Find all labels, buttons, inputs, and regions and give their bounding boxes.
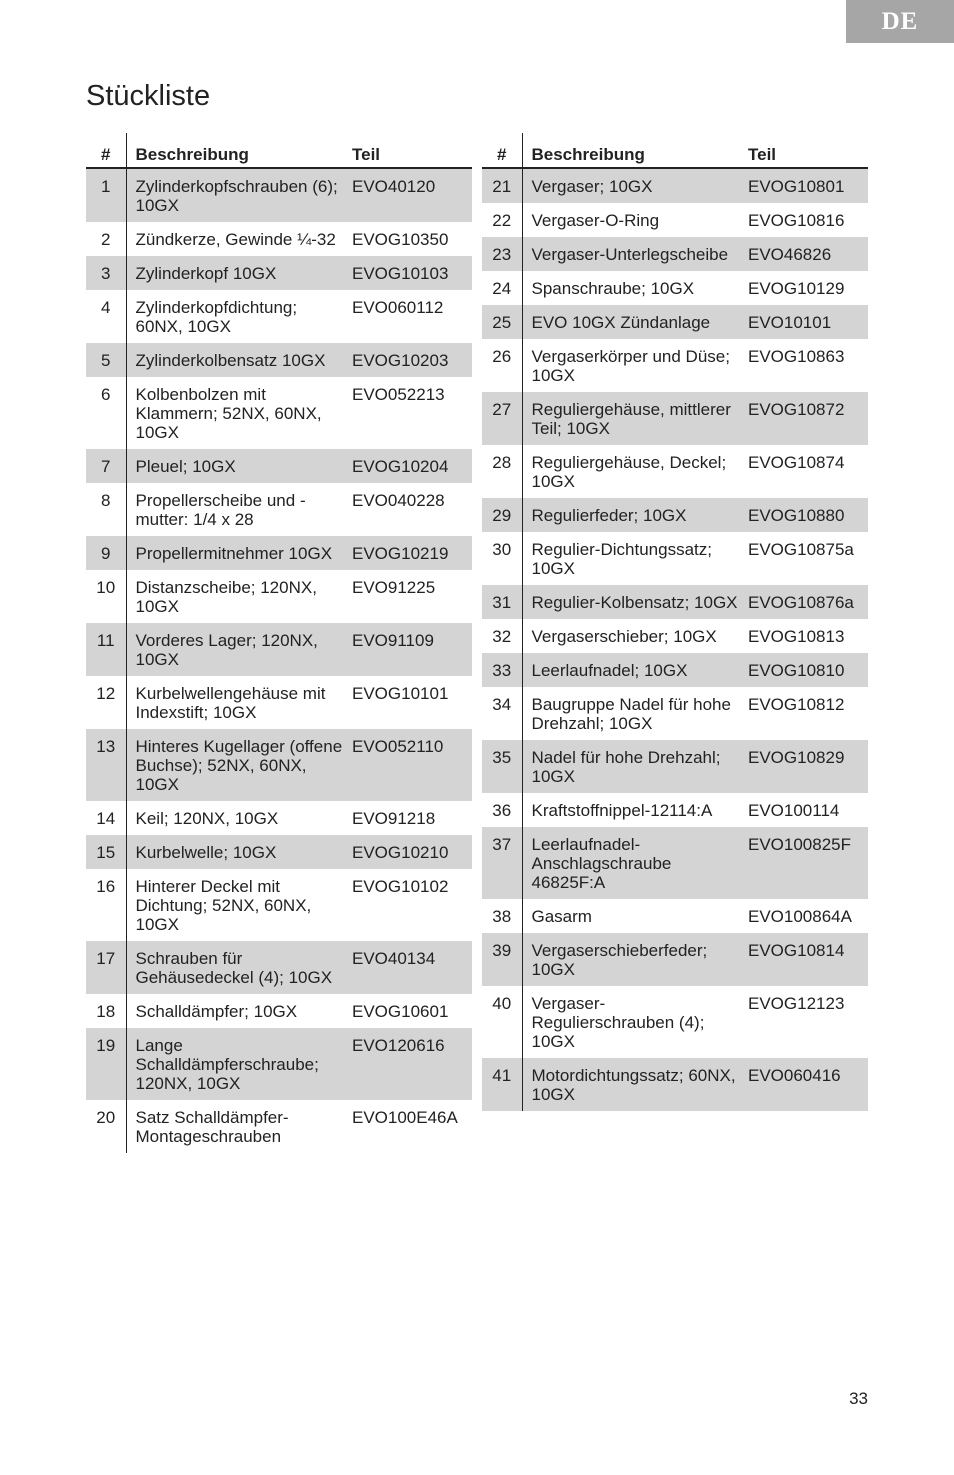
part-id-cell: EVO100E46A — [352, 1108, 458, 1127]
part-number-cell: 25 — [482, 305, 522, 339]
description-cell: Vergaser-O-Ring — [531, 211, 660, 230]
table-header-row — [86, 133, 472, 168]
part-number-cell: 18 — [86, 994, 126, 1028]
table-row — [482, 271, 868, 305]
description-cell: Propellermitnehmer 10GX — [126, 536, 352, 570]
table-row — [482, 687, 868, 740]
part-number-cell: 9 — [86, 536, 126, 570]
description-cell: Zylinderkopfdichtung; 60NX, 10GX — [135, 298, 298, 336]
description-cell: Vergaser-Unterlegscheibe — [522, 237, 748, 271]
part-id-cell: EVOG10874 — [748, 453, 845, 472]
table-row — [482, 168, 868, 203]
part-id-cell: EVO10101 — [748, 305, 868, 339]
part-id-cell: EVOG10875a — [748, 540, 854, 559]
table-row — [86, 343, 472, 377]
part-number-cell: 29 — [482, 498, 522, 532]
table-row — [482, 445, 868, 498]
description-cell: Vergaser; 10GX — [522, 168, 748, 203]
description-cell: Vergaserkörper und Düse; 10GX — [531, 347, 730, 385]
part-number-cell: 20 — [86, 1100, 126, 1153]
part-number-cell: 35 — [482, 740, 522, 793]
part-id-cell: EVO052110 — [352, 729, 472, 801]
description-cell: Satz Schalldämpfer-Montageschrauben — [135, 1108, 289, 1146]
part-id-cell: EVO100825F — [748, 827, 868, 899]
table-row — [86, 256, 472, 290]
table-row — [482, 740, 868, 793]
table-row — [482, 1058, 868, 1111]
table-row — [86, 1100, 472, 1153]
parts-table-right-body — [482, 168, 868, 1111]
part-id-cell: EVO91109 — [352, 623, 472, 676]
table-row — [482, 827, 868, 899]
description-cell: Baugruppe Nadel für hohe Drehzahl; 10GX — [531, 695, 731, 733]
part-id-cell: EVO91225 — [352, 578, 436, 597]
table-row — [482, 899, 868, 933]
part-id-cell: EVOG10101 — [352, 684, 449, 703]
part-id-cell: EVOG10880 — [748, 498, 868, 532]
description-cell: Kraftstoffnippel-12114:A — [531, 801, 713, 820]
table-row — [86, 994, 472, 1028]
table-row — [86, 222, 472, 256]
description-cell: Hinterer Deckel mit Dichtung; 52NX, 60NX, 10GX — [135, 877, 312, 934]
table-row — [86, 801, 472, 835]
description-cell: Vergaser-Regulierschrauben (4); 10GX — [531, 994, 705, 1051]
description-cell: Zündkerze, Gewinde ¼-32 — [135, 230, 336, 249]
part-number-cell: 28 — [482, 445, 522, 498]
table-row — [482, 498, 868, 532]
part-id-cell: EVO91218 — [352, 809, 436, 828]
description-cell: Motordichtungssatz; 60NX, 10GX — [522, 1058, 748, 1111]
part-id-cell: EVO40134 — [352, 941, 472, 994]
part-number-cell: 31 — [482, 585, 522, 619]
part-id-cell: EVOG10812 — [748, 695, 845, 714]
part-number-cell: 26 — [482, 339, 522, 392]
description-cell: Regulier-Kolbensatz; 10GX — [522, 585, 748, 619]
table-row — [86, 290, 472, 343]
part-number-cell: 41 — [482, 1058, 522, 1111]
part-number-cell: 37 — [482, 827, 522, 899]
part-id-cell: EVOG10863 — [748, 347, 845, 366]
part-number-cell: 21 — [482, 168, 522, 203]
parts-table-right — [482, 133, 868, 1111]
column-header-part: Teil — [352, 133, 472, 168]
part-id-cell: EVOG12123 — [748, 994, 845, 1013]
description-cell: Spanschraube; 10GX — [531, 279, 695, 298]
part-number-cell: 27 — [482, 392, 522, 445]
part-id-cell: EVO060416 — [748, 1058, 868, 1111]
part-number-cell: 16 — [86, 869, 126, 941]
part-id-cell: EVO060112 — [352, 298, 444, 317]
table-row — [482, 392, 868, 445]
description-cell: Lange Schalldämpferschraube; 120NX, 10GX — [126, 1028, 352, 1100]
table-row — [86, 676, 472, 729]
part-number-cell: 23 — [482, 237, 522, 271]
part-id-cell: EVOG10872 — [748, 392, 868, 445]
table-row — [86, 570, 472, 623]
part-number-cell: 7 — [86, 449, 126, 483]
description-cell: Zylinderkopf 10GX — [126, 256, 352, 290]
part-id-cell: EVOG10816 — [748, 211, 845, 230]
part-number-cell: 17 — [86, 941, 126, 994]
part-id-cell: EVOG10103 — [352, 256, 472, 290]
part-id-cell: EVOG10350 — [352, 230, 449, 249]
part-number-cell: 33 — [482, 653, 522, 687]
part-number-cell: 2 — [86, 222, 126, 256]
column-header-number: # — [86, 133, 126, 168]
table-row — [86, 941, 472, 994]
table-row — [482, 237, 868, 271]
table-row — [86, 835, 472, 869]
column-header-description: Beschreibung — [126, 133, 352, 168]
part-id-cell: EVO052213 — [352, 385, 445, 404]
part-id-cell: EVO040228 — [352, 491, 445, 510]
description-cell: Vergaserschieberfeder; 10GX — [522, 933, 748, 986]
part-number-cell: 39 — [482, 933, 522, 986]
part-id-cell: EVO120616 — [352, 1028, 472, 1100]
part-number-cell: 4 — [86, 290, 126, 343]
table-row — [482, 305, 868, 339]
description-cell: Zylinderkolbensatz 10GX — [126, 343, 352, 377]
part-id-cell: EVOG10801 — [748, 168, 868, 203]
part-id-cell: EVO46826 — [748, 237, 868, 271]
part-number-cell: 12 — [86, 676, 126, 729]
part-id-cell: EVOG10203 — [352, 343, 472, 377]
table-row — [482, 933, 868, 986]
part-number-cell: 14 — [86, 801, 126, 835]
part-number-cell: 8 — [86, 483, 126, 536]
description-cell: Zylinderkopfschrauben (6); 10GX — [126, 168, 352, 222]
description-cell: Nadel für hohe Drehzahl; 10GX — [522, 740, 748, 793]
part-id-cell: EVOG10829 — [748, 740, 868, 793]
description-cell: Kurbelwellengehäuse mit Indexstift; 10GX — [135, 684, 326, 722]
table-row — [86, 377, 472, 449]
part-number-cell: 13 — [86, 729, 126, 801]
parts-table-left-body — [86, 168, 472, 1153]
part-id-cell: EVOG10102 — [352, 877, 449, 896]
part-id-cell: EVOG10876a — [748, 585, 868, 619]
part-id-cell: EVOG10210 — [352, 835, 472, 869]
description-cell: Kurbelwelle; 10GX — [126, 835, 352, 869]
part-id-cell: EVO40120 — [352, 168, 472, 222]
table-row — [482, 653, 868, 687]
description-cell: Keil; 120NX, 10GX — [135, 809, 279, 828]
column-header-part: Teil — [748, 133, 868, 168]
part-id-cell: EVOG10129 — [748, 279, 845, 298]
part-number-cell: 5 — [86, 343, 126, 377]
part-number-cell: 30 — [482, 532, 522, 585]
description-cell: Propellerscheibe und -mutter: 1/4 x 28 — [135, 491, 306, 529]
description-cell: Regulier-Dichtungssatz; 10GX — [531, 540, 712, 578]
part-id-cell: EVOG10814 — [748, 933, 868, 986]
part-number-cell: 15 — [86, 835, 126, 869]
part-number-cell: 3 — [86, 256, 126, 290]
description-cell: Vorderes Lager; 120NX, 10GX — [126, 623, 352, 676]
part-number-cell: 22 — [482, 203, 522, 237]
page-number: 33 — [849, 1389, 868, 1408]
table-row — [86, 623, 472, 676]
description-cell: Pleuel; 10GX — [126, 449, 352, 483]
parts-table-left — [86, 133, 472, 1153]
table-row — [482, 619, 868, 653]
description-cell: Leerlaufnadel-Anschlagschraube 46825F:A — [522, 827, 748, 899]
part-number-cell: 11 — [86, 623, 126, 676]
table-row — [482, 339, 868, 392]
description-cell: Leerlaufnadel; 10GX — [522, 653, 748, 687]
description-cell: Reguliergehäuse, mittlerer Teil; 10GX — [522, 392, 748, 445]
part-number-cell: 32 — [482, 619, 522, 653]
description-cell: Hinteres Kugellager (offene Buchse); 52NX, 60NX, 10GX — [126, 729, 352, 801]
part-number-cell: 19 — [86, 1028, 126, 1100]
part-id-cell: EVO100864A — [748, 907, 852, 926]
table-row — [86, 536, 472, 570]
description-cell: Vergaserschieber; 10GX — [531, 627, 717, 646]
part-number-cell: 1 — [86, 168, 126, 222]
page-title: Stückliste — [86, 80, 211, 112]
table-row — [86, 869, 472, 941]
part-number-cell: 40 — [482, 986, 522, 1058]
part-number-cell: 10 — [86, 570, 126, 623]
language-tab: DE — [846, 0, 954, 43]
column-header-description: Beschreibung — [522, 133, 748, 168]
description-cell: EVO 10GX Zündanlage — [522, 305, 748, 339]
table-row — [482, 986, 868, 1058]
part-number-cell: 34 — [482, 687, 522, 740]
table-row — [482, 793, 868, 827]
part-id-cell: EVO100114 — [748, 801, 840, 820]
part-number-cell: 36 — [482, 793, 522, 827]
description-cell: Schalldämpfer; 10GX — [135, 1002, 298, 1021]
part-number-cell: 38 — [482, 899, 522, 933]
part-id-cell: EVOG10204 — [352, 449, 472, 483]
table-row — [482, 532, 868, 585]
table-row — [86, 168, 472, 222]
description-cell: Schrauben für Gehäusedeckel (4); 10GX — [126, 941, 352, 994]
description-cell: Distanzscheibe; 120NX, 10GX — [135, 578, 317, 616]
part-id-cell: EVOG10813 — [748, 627, 845, 646]
column-header-number: # — [482, 133, 522, 168]
description-cell: Reguliergehäuse, Deckel; 10GX — [531, 453, 727, 491]
table-row — [86, 483, 472, 536]
description-cell: Kolbenbolzen mit Klammern; 52NX, 60NX, 10GX — [135, 385, 322, 442]
part-number-cell: 24 — [482, 271, 522, 305]
table-row — [482, 203, 868, 237]
table-row — [86, 449, 472, 483]
table-row — [86, 1028, 472, 1100]
part-id-cell: EVOG10810 — [748, 653, 868, 687]
part-number-cell: 6 — [86, 377, 126, 449]
part-id-cell: EVOG10219 — [352, 536, 472, 570]
table-row — [86, 729, 472, 801]
part-id-cell: EVOG10601 — [352, 1002, 449, 1021]
table-row — [482, 585, 868, 619]
description-cell: Regulierfeder; 10GX — [522, 498, 748, 532]
description-cell: Gasarm — [531, 907, 592, 926]
table-header-row — [482, 133, 868, 168]
